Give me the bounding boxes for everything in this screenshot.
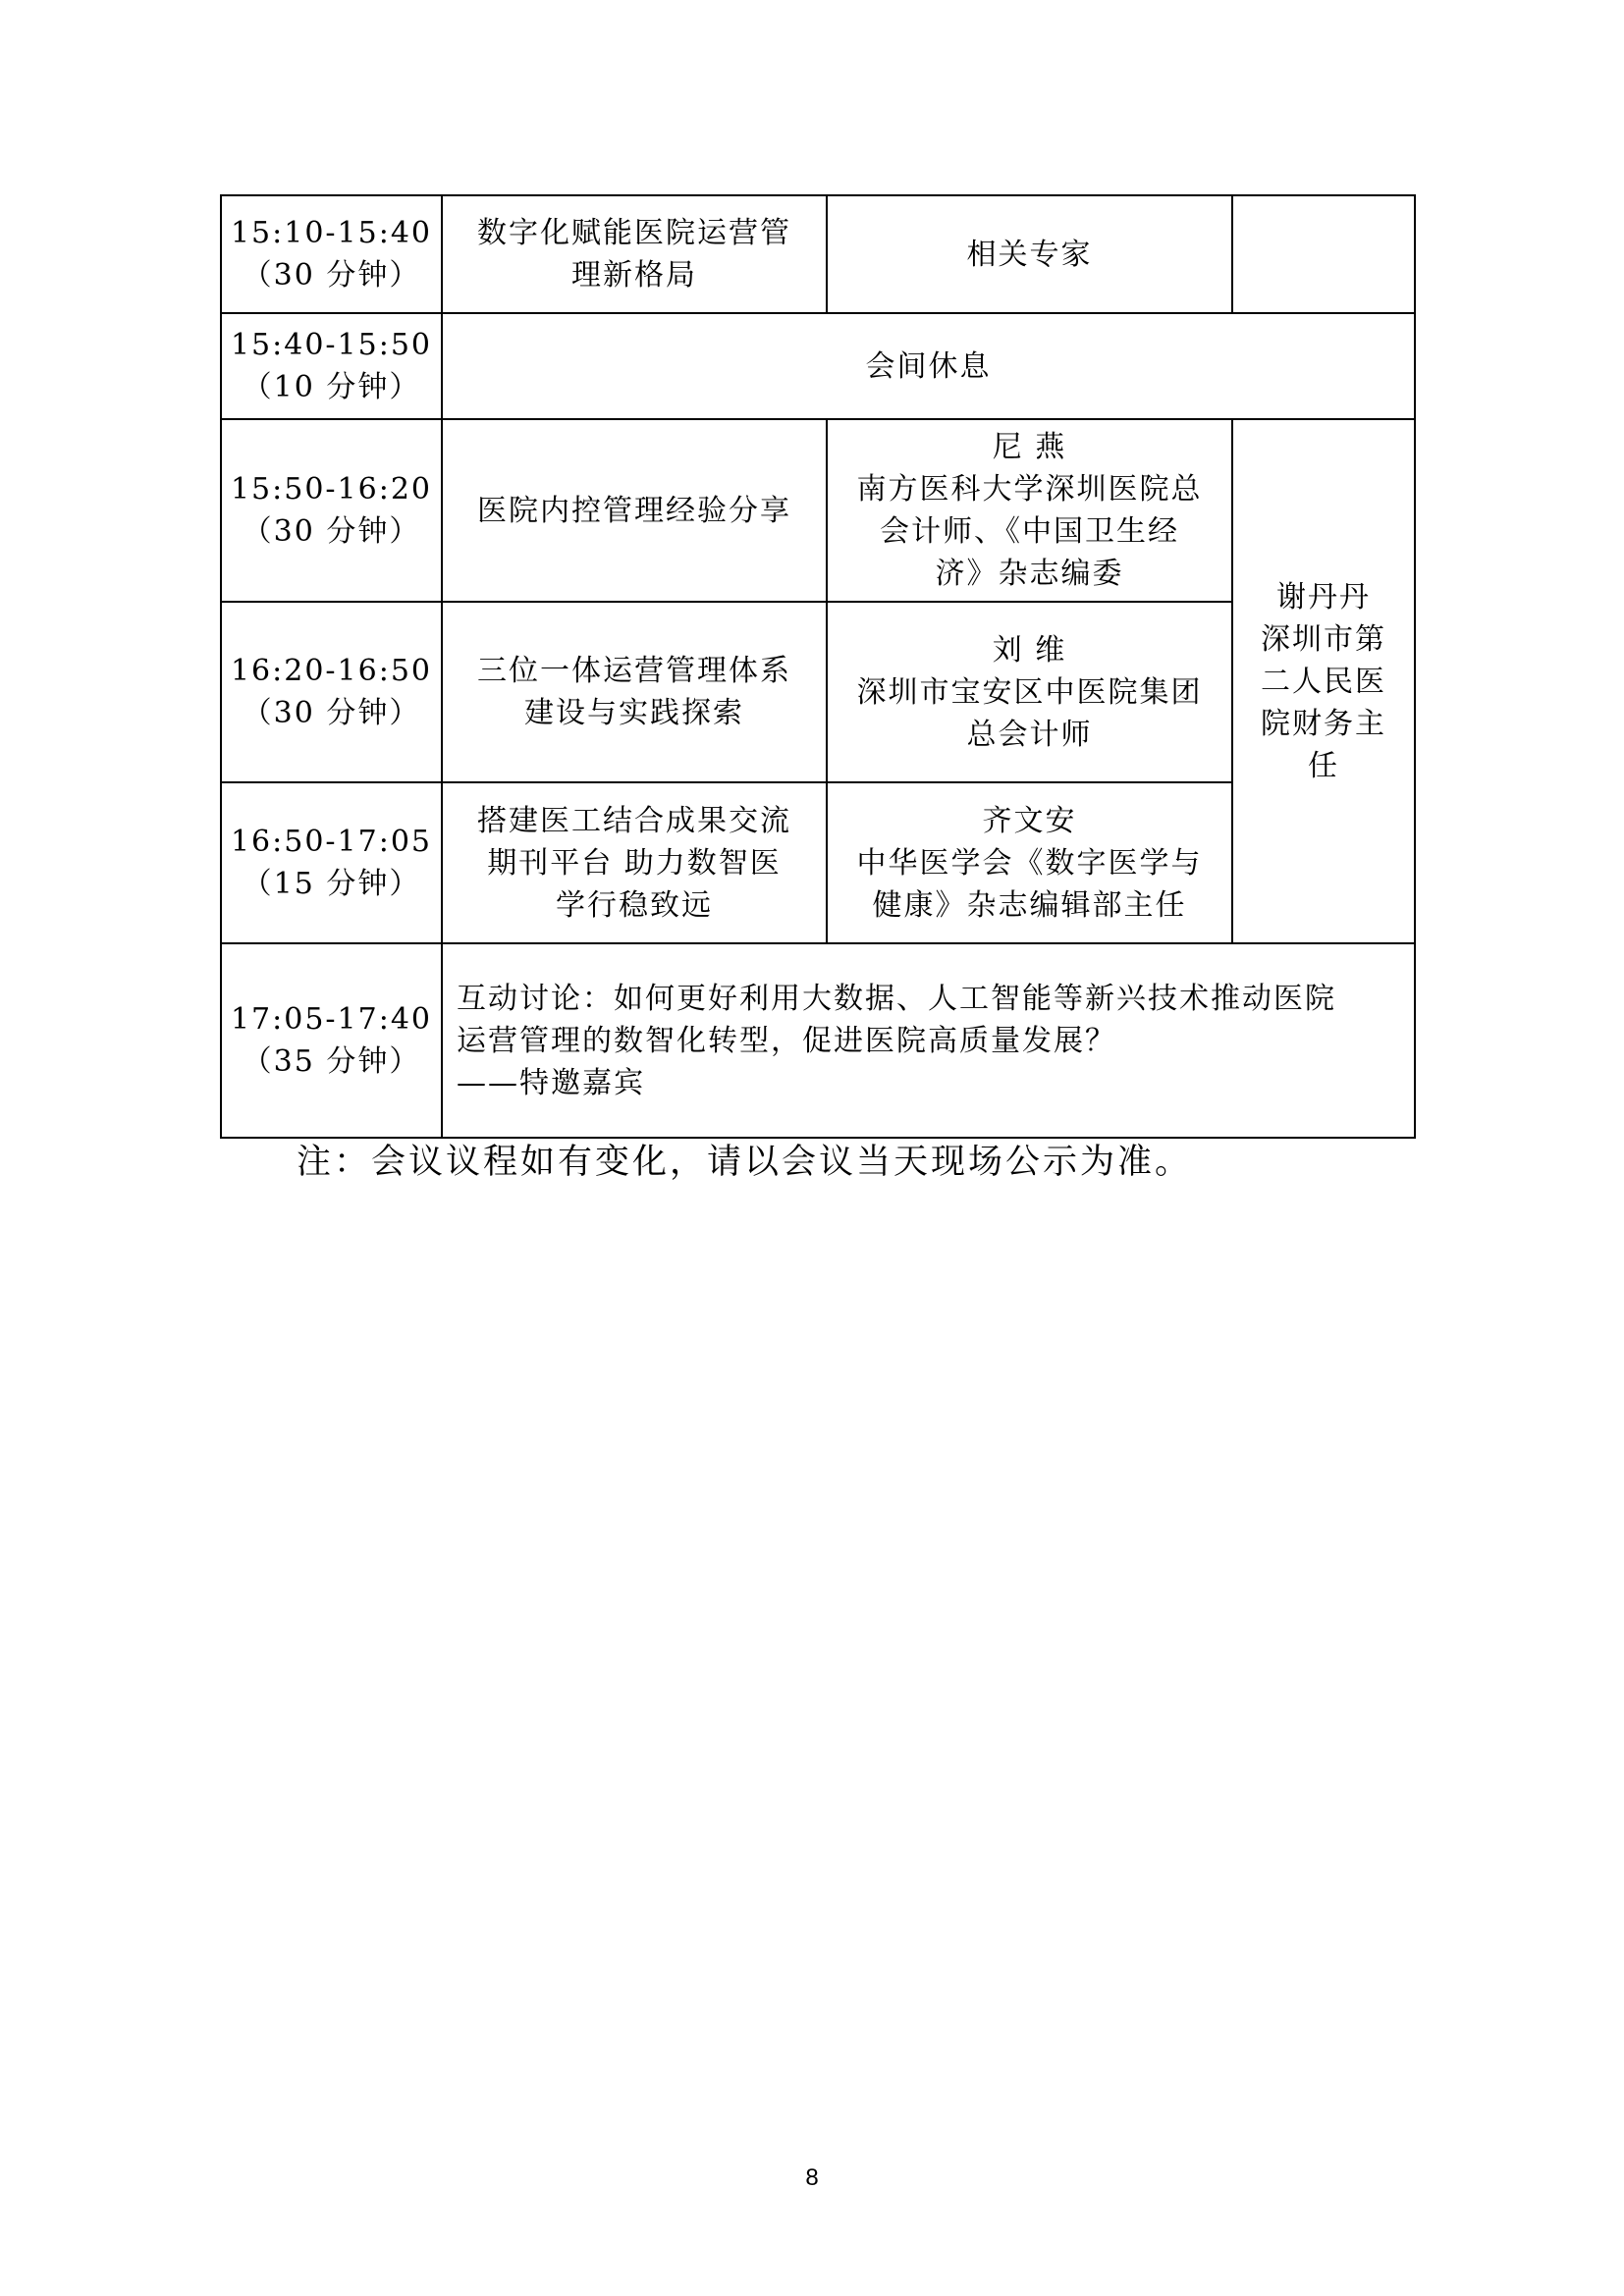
topic-cell bbox=[442, 419, 827, 602]
topic-cell bbox=[442, 782, 827, 943]
host-name: 谢丹丹 bbox=[1276, 579, 1371, 614]
topic-line: 理新格局 bbox=[571, 258, 697, 293]
speaker-name: 齐文安 bbox=[982, 803, 1077, 838]
time-range: 15:10-15:40 bbox=[230, 216, 433, 250]
time-cell bbox=[221, 943, 442, 1138]
speaker-name: 尼 燕 bbox=[992, 430, 1067, 464]
topic-cell bbox=[442, 195, 827, 313]
topic-line: 三位一体运营管理体系 bbox=[477, 654, 791, 688]
page-number: 8 bbox=[805, 2164, 819, 2191]
time-cell bbox=[221, 195, 442, 313]
time-cell bbox=[221, 419, 442, 602]
host-line: 二人民医 bbox=[1261, 664, 1386, 699]
time-range: 16:20-16:50 bbox=[230, 654, 433, 688]
speaker-line: 济》杂志编委 bbox=[935, 557, 1124, 591]
topic-line: 学行稳致远 bbox=[556, 887, 713, 923]
time-range: 15:40-15:50 bbox=[230, 328, 433, 362]
table-row bbox=[221, 313, 1415, 419]
time-range: 17:05-17:40 bbox=[230, 1002, 433, 1037]
topic-line: 建设与实践探索 bbox=[524, 696, 744, 730]
speaker-cell bbox=[827, 782, 1232, 943]
duration: （30 分钟） bbox=[242, 514, 421, 549]
topic-line: 期刊平台 助力数智医 bbox=[487, 845, 782, 881]
duration: （15 分钟） bbox=[242, 867, 421, 901]
host-cell bbox=[1232, 419, 1415, 943]
speaker-cell bbox=[827, 419, 1232, 602]
speaker-cell bbox=[827, 195, 1232, 313]
speaker-line: 总会计师 bbox=[966, 717, 1093, 752]
discussion-line: 运营管理的数智化转型，促进医院高质量发展？ bbox=[457, 1023, 1116, 1058]
table-row bbox=[221, 943, 1415, 1138]
duration: （30 分钟） bbox=[242, 696, 421, 730]
agenda-table bbox=[220, 194, 1416, 1139]
speaker-line: 深圳市宝安区中医院集团 bbox=[856, 674, 1203, 710]
discussion-line: 互动讨论：如何更好利用大数据、人工智能等新兴技术推动医院 bbox=[457, 981, 1336, 1016]
speaker-line: 中华医学会《数字医学与 bbox=[856, 845, 1203, 881]
discussion-guest: ——特邀嘉宾 bbox=[457, 1065, 645, 1100]
topic-line: 医院内控管理经验分享 bbox=[477, 493, 791, 528]
topic-cell bbox=[442, 602, 827, 782]
speaker-line: 健康》杂志编辑部主任 bbox=[872, 887, 1187, 923]
host-cell-empty bbox=[1232, 195, 1415, 313]
table-row bbox=[221, 195, 1415, 313]
topic-line: 搭建医工结合成果交流 bbox=[477, 803, 791, 838]
speaker-line: 南方医科大学深圳医院总 bbox=[856, 472, 1203, 507]
table-row bbox=[221, 419, 1415, 602]
host-line: 深圳市第 bbox=[1261, 621, 1386, 657]
discussion-cell bbox=[442, 943, 1415, 1138]
time-range: 15:50-16:20 bbox=[230, 472, 433, 507]
speaker-cell bbox=[827, 602, 1232, 782]
duration: （30 分钟） bbox=[242, 258, 421, 293]
break-cell bbox=[442, 313, 1415, 419]
duration: （10 分钟） bbox=[242, 370, 421, 404]
topic-line: 数字化赋能医院运营管 bbox=[477, 216, 791, 250]
agenda-note: 注：会议议程如有变化，请以会议当天现场公示为准。 bbox=[297, 1143, 1193, 1182]
break-text: 会间休息 bbox=[865, 348, 992, 384]
speaker-line: 会计师、《中国卫生经 bbox=[880, 514, 1179, 549]
time-cell bbox=[221, 782, 442, 943]
time-cell bbox=[221, 602, 442, 782]
speaker-name: 刘 维 bbox=[992, 632, 1067, 667]
host-line: 任 bbox=[1308, 748, 1339, 783]
time-range: 16:50-17:05 bbox=[230, 825, 433, 859]
host-line: 院财务主 bbox=[1261, 706, 1386, 741]
duration: （35 分钟） bbox=[242, 1044, 421, 1079]
time-cell bbox=[221, 313, 442, 419]
speaker-line: 相关专家 bbox=[966, 237, 1093, 272]
